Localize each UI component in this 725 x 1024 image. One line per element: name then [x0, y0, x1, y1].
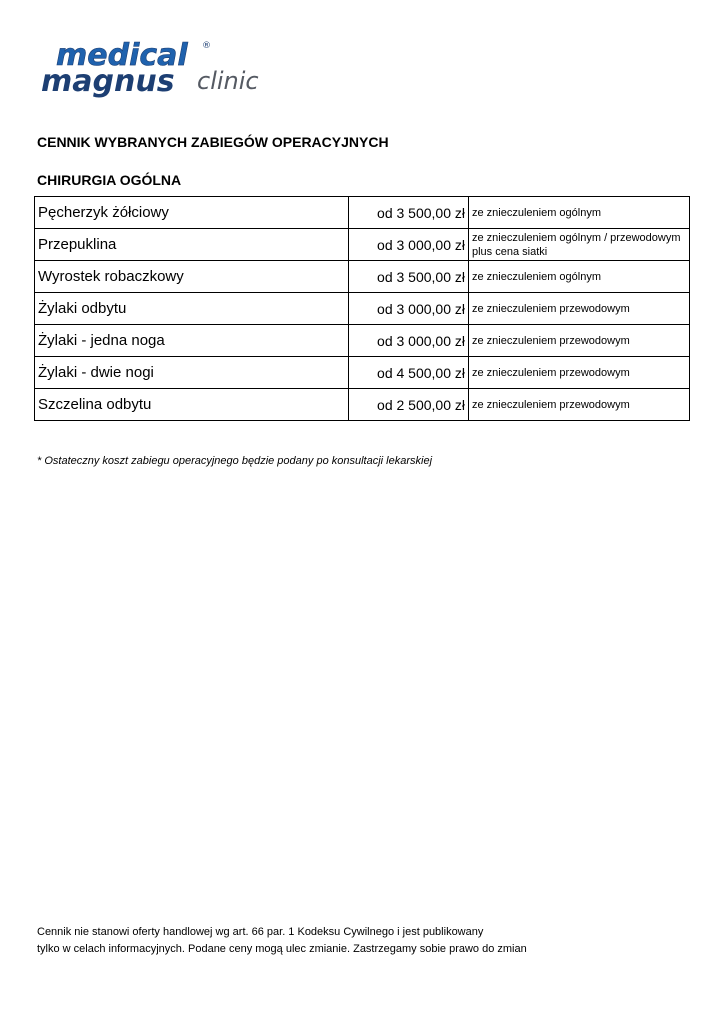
table-row	[35, 229, 690, 261]
table-row	[35, 325, 690, 357]
logo-word-clinic: clinic	[197, 67, 259, 95]
procedure-name: Przepuklina	[35, 229, 349, 261]
disclaimer-line-1: Cennik nie stanowi oferty handlowej wg art. 66 par. 1 Kodeksu Cywilnego i jest publikowany	[37, 926, 484, 938]
procedure-name: Szczelina odbytu	[35, 389, 349, 421]
anesthesia-note: ze znieczuleniem przewodowym	[469, 325, 690, 357]
procedure-price: od 3 500,00 zł	[349, 261, 469, 293]
page-title: CENNIK WYBRANYCH ZABIEGÓW OPERACYJNYCH	[37, 134, 389, 150]
anesthesia-note: ze znieczuleniem przewodowym	[469, 293, 690, 325]
anesthesia-note: ze znieczuleniem ogólnym / przewodowym plus cena siatki	[469, 229, 690, 261]
table-row	[35, 197, 690, 229]
procedure-name: Pęcherzyk żółciowy	[35, 197, 349, 229]
procedure-price: od 4 500,00 zł	[349, 357, 469, 389]
price-table	[34, 196, 690, 421]
footnote: * Ostateczny koszt zabiegu operacyjnego będzie podany po konsultacji lekarskiej	[37, 455, 433, 467]
anesthesia-note: ze znieczuleniem ogólnym	[469, 197, 690, 229]
logo-word-magnus: magnus	[41, 64, 175, 99]
procedure-name: Żylaki odbytu	[35, 293, 349, 325]
logo-word-medical: medical	[56, 38, 188, 73]
clinic-logo	[38, 36, 268, 102]
procedure-name: Żylaki - dwie nogi	[35, 357, 349, 389]
procedure-price: od 3 000,00 zł	[349, 293, 469, 325]
anesthesia-note: ze znieczuleniem ogólnym	[469, 261, 690, 293]
procedure-price: od 3 000,00 zł	[349, 325, 469, 357]
procedure-price: od 3 500,00 zł	[349, 197, 469, 229]
anesthesia-note: ze znieczuleniem przewodowym	[469, 389, 690, 421]
table-row	[35, 357, 690, 389]
procedure-name: Wyrostek robaczkowy	[35, 261, 349, 293]
disclaimer-line-2: tylko w celach informacyjnych. Podane ceny mogą ulec zmianie. Zastrzegamy sobie prawo do zmian	[37, 943, 527, 955]
procedure-name: Żylaki - jedna noga	[35, 325, 349, 357]
procedure-price: od 3 000,00 zł	[349, 229, 469, 261]
table-row	[35, 261, 690, 293]
logo-registered-mark: ®	[202, 41, 211, 51]
anesthesia-note: ze znieczuleniem przewodowym	[469, 357, 690, 389]
table-row	[35, 293, 690, 325]
table-row	[35, 389, 690, 421]
disclaimer	[37, 924, 527, 958]
section-title: CHIRURGIA OGÓLNA	[37, 172, 182, 188]
procedure-price: od 2 500,00 zł	[349, 389, 469, 421]
